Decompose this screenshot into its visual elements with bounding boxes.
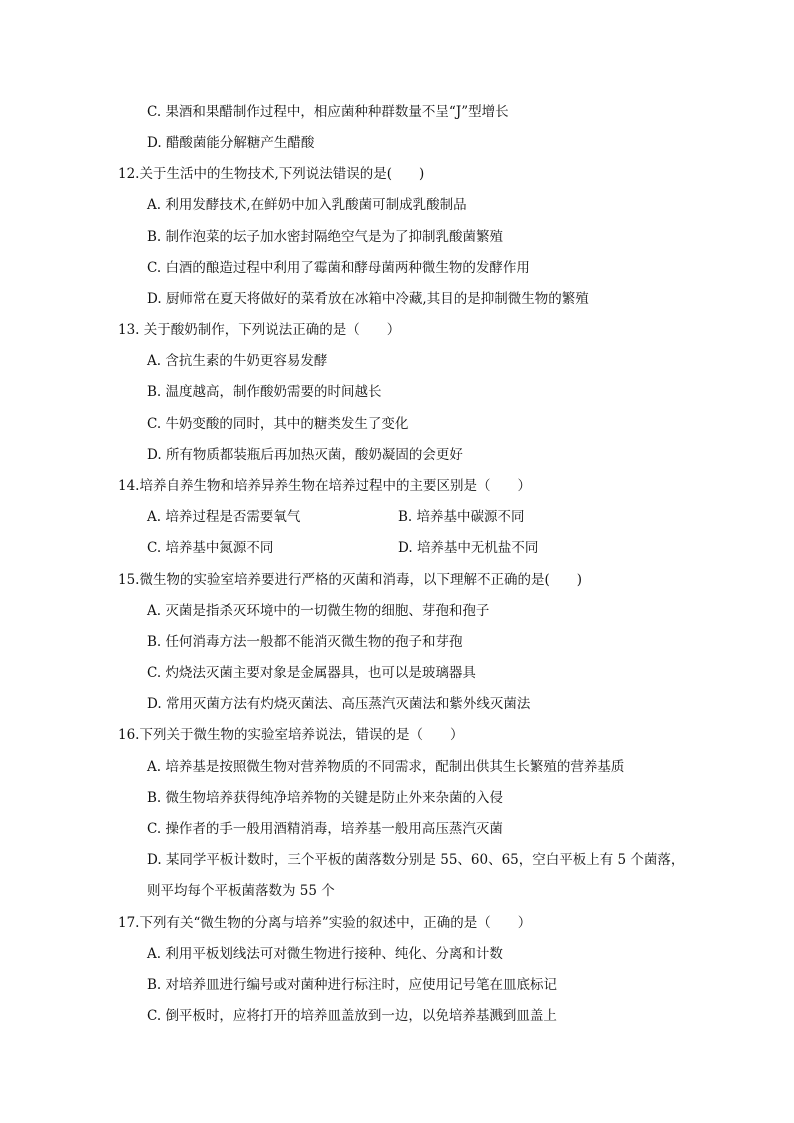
q16-option-b — [147, 788, 503, 808]
option-text: 某同学平板计数时，三个平板的菌落数分别是 55、60、65，空白平板上有 5 个菌落， — [165, 852, 685, 868]
option-text: 灭菌是指杀灭环境中的一切微生物的细胞、芽孢和孢子 — [165, 603, 490, 619]
option-letter: B. — [147, 229, 162, 245]
q14-option-a — [147, 507, 300, 527]
option-letter: C. — [147, 821, 162, 837]
option-text: 培养过程是否需要氧气 — [165, 509, 301, 525]
q15-option-c — [147, 663, 476, 683]
option-text: 所有物质都装瓶后再加热灭菌，酸奶凝固的会更好 — [165, 447, 463, 463]
option-letter: B. — [147, 384, 162, 400]
option-text: 培养基中无机盐不同 — [416, 540, 539, 556]
q17-option-c — [147, 1006, 557, 1026]
option-text: 含抗生素的牛奶更容易发酵 — [165, 353, 328, 369]
option-letter: D. — [147, 852, 162, 868]
option-text: 对培养皿进行编号或对菌种进行标注时，应使用记号笔在皿底标记 — [165, 977, 558, 993]
option-text: 培养基中氮源不同 — [165, 540, 274, 556]
option-letter: C. — [147, 104, 162, 120]
option-letter: A. — [147, 946, 162, 962]
q16-option-c — [147, 819, 503, 839]
option-text: 灼烧法灭菌主要对象是金属器具，也可以是玻璃器具 — [165, 665, 476, 681]
option-letter: D. — [398, 540, 413, 556]
option-text: 果酒和果醋制作过程中，相应菌种种群数量不呈“J”型增长 — [165, 104, 509, 120]
option-text: 利用平板划线法可对微生物进行接种、纯化、分离和计数 — [165, 946, 503, 962]
option-letter: A. — [147, 759, 162, 775]
option-text: 培养基中碳源不同 — [416, 509, 525, 525]
option-letter: C. — [147, 260, 162, 276]
q13-option-b — [147, 382, 382, 402]
option-letter: D. — [147, 135, 162, 151]
q11-option-d — [147, 133, 314, 153]
option-letter: A. — [147, 603, 162, 619]
option-text: 倒平板时，应将打开的培养皿盖放到一边，以免培养基溅到皿盖上 — [165, 1008, 557, 1024]
q15-option-b — [147, 632, 463, 652]
option-letter: A. — [147, 353, 162, 369]
q15-stem: 15.微生物的实验室培养要进行严格的灭菌和消毒，以下理解不正确的是( ) — [118, 572, 583, 588]
option-letter: C. — [147, 416, 162, 432]
q15-option-d — [147, 694, 530, 714]
option-letter: A. — [147, 197, 162, 213]
q15-option-a — [147, 601, 489, 621]
option-letter: C. — [147, 665, 162, 681]
option-text: 醋酸菌能分解糖产生醋酸 — [165, 135, 315, 151]
option-text: 白酒的酿造过程中利用了霉菌和酵母菌两种微生物的发酵作用 — [165, 260, 530, 276]
option-text: 厨师常在夏天将做好的菜肴放在冰箱中冷藏,其目的是抑制微生物的繁殖 — [165, 291, 589, 307]
q13-stem: 13. 关于酸奶制作，下列说法正确的是（ ） — [118, 322, 401, 338]
option-text: 操作者的手一般用酒精消毒，培养基一般用高压蒸汽灭菌 — [165, 821, 503, 837]
q14-option-d — [398, 538, 538, 558]
q12-option-b — [147, 227, 503, 247]
option-letter: D. — [147, 447, 162, 463]
q12-option-d — [147, 289, 589, 309]
q17-option-b — [147, 975, 557, 995]
option-text: 常用灭菌方法有灼烧灭菌法、高压蒸汽灭菌法和紫外线灭菌法 — [165, 696, 531, 712]
q16-option-d — [147, 850, 684, 870]
q13-option-c — [147, 414, 408, 434]
q16-option-a — [147, 757, 624, 777]
q14-option-c — [147, 538, 273, 558]
q17-option-a — [147, 944, 503, 964]
option-letter: B. — [398, 509, 413, 525]
option-letter: B. — [147, 977, 162, 993]
option-letter: B. — [147, 790, 162, 806]
q17-stem: 17.下列有关“微生物的分离与培养”实验的叙述中，正确的是（ ） — [118, 915, 532, 931]
option-letter: D. — [147, 696, 162, 712]
option-text: 任何消毒方法一般都不能消灭微生物的孢子和芽孢 — [165, 634, 463, 650]
option-text: 温度越高，制作酸奶需要的时间越长 — [165, 384, 382, 400]
option-letter: D. — [147, 291, 162, 307]
q13-option-d — [147, 445, 463, 465]
option-letter: B. — [147, 634, 162, 650]
option-letter: A. — [147, 509, 162, 525]
option-text: 牛奶变酸的同时，其中的糖类发生了变化 — [165, 416, 409, 432]
option-letter: C. — [147, 540, 162, 556]
q16-option-d-continuation: 则平均每个平板菌落数为 55 个 — [147, 883, 335, 899]
q16-stem: 16.下列关于微生物的实验室培养说法，错误的是（ ） — [118, 727, 464, 743]
q11-option-c — [147, 102, 509, 122]
q14-stem: 14.培养自养生物和培养异养生物在培养过程中的主要区别是（ ） — [118, 478, 531, 494]
option-text: 制作泡菜的坛子加水密封隔绝空气是为了抑制乳酸菌繁殖 — [165, 229, 504, 245]
option-text: 微生物培养获得纯净培养物的关键是防止外来杂菌的入侵 — [165, 790, 504, 806]
q13-option-a — [147, 351, 327, 371]
q12-stem: 12.关于生活中的生物技术,下列说法错误的是( ) — [118, 166, 425, 182]
option-letter: C. — [147, 1008, 162, 1024]
option-text: 培养基是按照微生物对营养物质的不同需求，配制出供其生长繁殖的营养基质 — [165, 759, 625, 775]
q12-option-a — [147, 195, 467, 215]
q14-option-b — [398, 507, 525, 527]
q12-option-c — [147, 258, 530, 278]
option-text: 利用发酵技术,在鲜奶中加入乳酸菌可制成乳酸制品 — [165, 197, 467, 213]
